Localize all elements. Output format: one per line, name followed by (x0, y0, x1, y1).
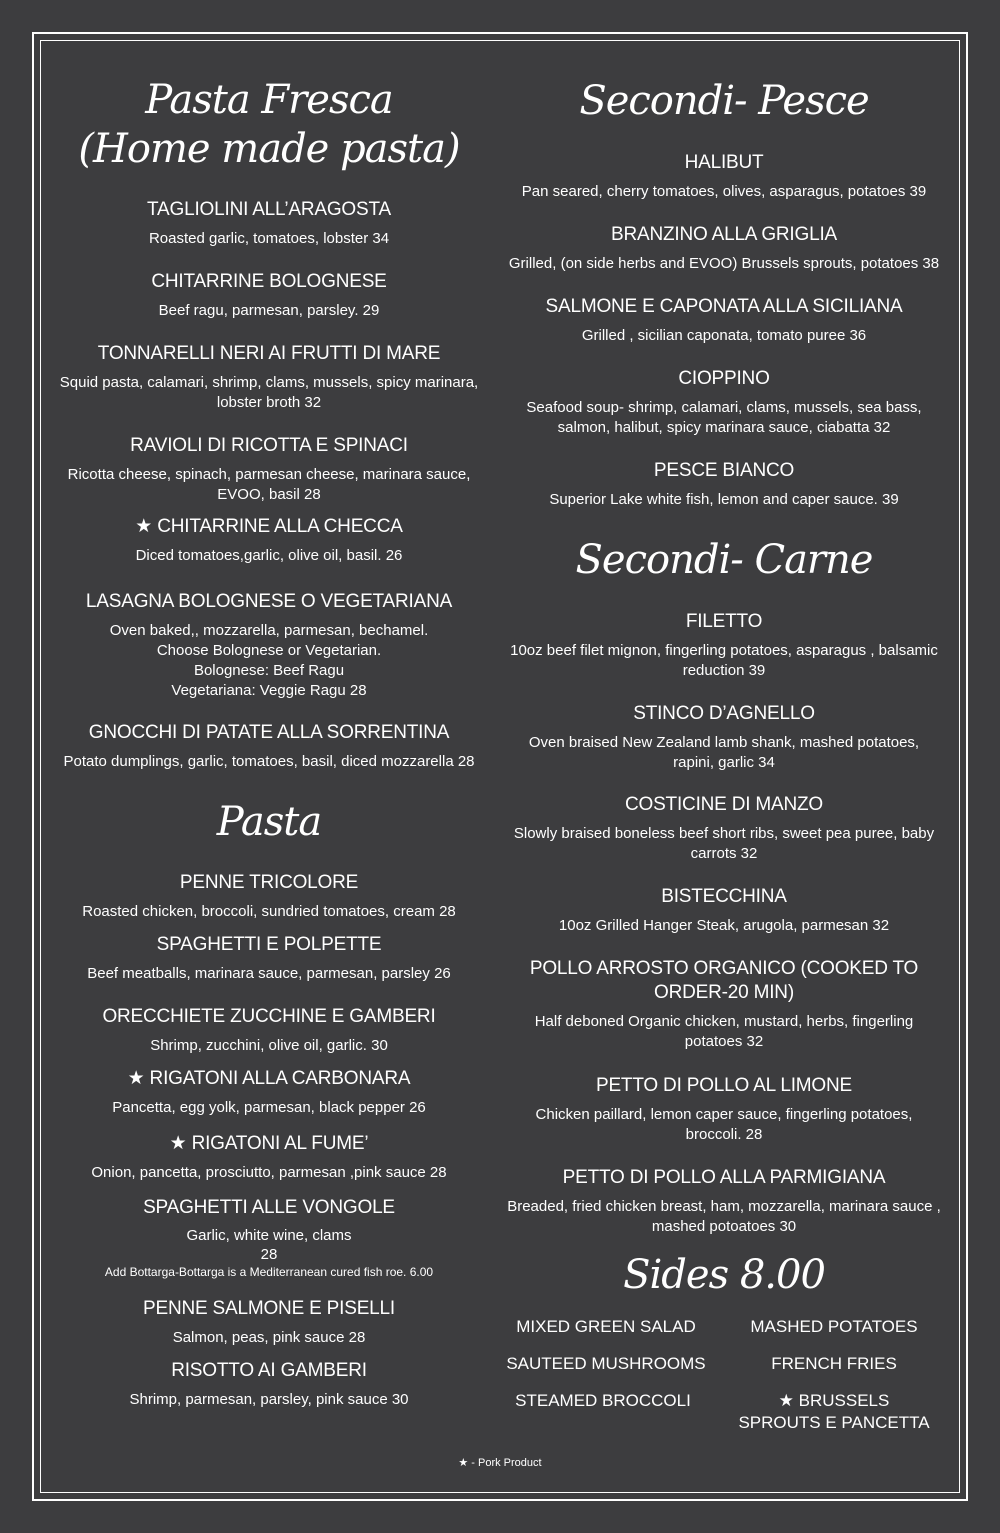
section-title-secondi-carne: Secondi- Carne (575, 537, 873, 583)
item-desc-line: carrots 32 (690, 845, 758, 862)
item-desc (503, 1012, 945, 1052)
item-desc-line: Ricotta cheese, spinach, parmesan cheese, marinara sauce, (67, 466, 471, 483)
menu-item (55, 198, 483, 249)
item-desc (503, 1105, 945, 1145)
item-name: PETTO DI POLLO ALLA PARMIGIANA (562, 1167, 886, 1188)
menu-item (503, 1074, 945, 1145)
side-item: MASHED POTATOES (750, 1317, 918, 1336)
menu-item (55, 871, 483, 922)
item-desc (55, 373, 483, 413)
pork-product-footnote: ★ - Pork Product (458, 1457, 542, 1469)
item-name: BRANZINO ALLA GRIGLIA (611, 224, 837, 245)
item-name: CHITARRINE BOLOGNESE (151, 271, 387, 292)
item-desc-line: Choose Bolognese or Vegetarian. (156, 642, 382, 659)
item-desc-line: broccoli. 28 (685, 1126, 763, 1143)
item-name: SALMONE E CAPONATA ALLA SICILIANA (545, 296, 903, 317)
item-desc: 10oz Grilled Hanger Steak, arugola, parmesan 32 (558, 917, 890, 934)
menu-item (55, 933, 483, 984)
menu-item (503, 610, 945, 681)
item-desc: Pan seared, cherry tomatoes, olives, asparagus, potatoes 39 (521, 183, 927, 200)
item-name: LASAGNA BOLOGNESE O VEGETARIANA (85, 591, 453, 612)
item-desc: Potato dumplings, garlic, tomatoes, basil, diced mozzarella 28 (63, 753, 475, 770)
item-desc-line: salmon, halibut, spicy marinara sauce, ciabatta 32 (557, 419, 891, 436)
item-name-line: ORDER-20 MIN) (654, 982, 794, 1003)
item-desc-line: EVOO, basil 28 (217, 486, 321, 503)
item-desc: Onion, pancetta, prosciutto, parmesan ,pink sauce 28 (91, 1164, 447, 1181)
menu-item (503, 885, 945, 936)
side-item (734, 1390, 934, 1434)
item-desc: Shrimp, zucchini, olive oil, garlic. 30 (150, 1037, 388, 1054)
item-name: TONNARELLI NERI AI FRUTTI DI MARE (97, 343, 441, 364)
item-name: PESCE BIANCO (653, 460, 795, 481)
menu-item (55, 1067, 483, 1118)
item-desc-line: Slowly braised boneless beef short ribs, sweet pea puree, baby (513, 825, 935, 842)
item-name-line: POLLO ARROSTO ORGANICO (COOKED TO (529, 958, 919, 979)
menu-item (503, 957, 945, 1052)
item-name: RISOTTO AI GAMBERI (171, 1360, 367, 1381)
menu-item (503, 367, 945, 438)
item-name: COSTICINE DI MANZO (624, 794, 823, 815)
menu-item (55, 721, 483, 772)
side-item: MIXED GREEN SALAD (516, 1317, 696, 1336)
item-desc: Grilled, (on side herbs and EVOO) Brussels sprouts, potatoes 38 (508, 255, 940, 272)
side-item-line: ★ BRUSSELS (778, 1391, 890, 1410)
menu-item (55, 342, 483, 413)
menu-item (503, 1166, 945, 1237)
item-desc (503, 1197, 945, 1237)
item-desc-line: Bolognese: Beef Ragu (193, 662, 345, 679)
item-desc: Diced tomatoes,garlic, olive oil, basil. 26 (135, 547, 403, 564)
item-desc-line: reduction 39 (682, 662, 766, 679)
section-title-pasta: Pasta (216, 799, 322, 845)
menu-item (55, 434, 483, 505)
item-desc: Shrimp, parmesan, parsley, pink sauce 30 (129, 1391, 409, 1408)
side-item: SAUTEED MUSHROOMS (506, 1354, 706, 1373)
menu-item (55, 515, 483, 566)
item-name: BISTECCHINA (661, 886, 787, 907)
menu-item (55, 1196, 483, 1280)
item-desc (55, 621, 483, 701)
item-name: RAVIOLI DI RICOTTA E SPINACI (130, 435, 408, 456)
item-name: ★ RIGATONI AL FUME’ (169, 1133, 369, 1154)
item-desc (503, 733, 945, 773)
item-name: SPAGHETTI ALLE VONGOLE (143, 1197, 395, 1218)
item-name: ★ RIGATONI ALLA CARBONARA (127, 1068, 411, 1089)
item-name: CIOPPINO (678, 368, 770, 389)
item-desc-line: potatoes 32 (684, 1033, 764, 1050)
item-name: FILETTO (685, 611, 763, 632)
menu-item (55, 1132, 483, 1183)
item-desc-line: Chicken paillard, lemon caper sauce, fingerling potatoes, (535, 1106, 913, 1123)
item-desc: Superior Lake white fish, lemon and caper sauce. 39 (549, 491, 899, 508)
section-title-sides: Sides 8.00 (623, 1252, 825, 1298)
item-name: STINCO D’AGNELLO (633, 703, 815, 724)
menu-item (55, 270, 483, 321)
section-subtitle-home-made-pasta: (Home made pasta) (78, 126, 460, 172)
item-desc-line: Squid pasta, calamari, shrimp, clams, mussels, spicy marinara, (59, 374, 479, 391)
item-name: ORECCHIETE ZUCCHINE E GAMBERI (102, 1006, 436, 1027)
item-name: PENNE SALMONE E PISELLI (143, 1298, 395, 1319)
menu-item (55, 590, 483, 701)
menu-item (55, 1005, 483, 1056)
item-desc-line: 10oz beef filet mignon, fingerling potatoes, asparagus , balsamic (510, 642, 938, 659)
section-title-secondi-pesce: Secondi- Pesce (579, 78, 869, 124)
item-desc-line: Half deboned Organic chicken, mustard, herbs, fingerling (534, 1013, 914, 1030)
item-name: TAGLIOLINI ALL’ARAGOSTA (147, 199, 391, 220)
item-desc: Beef ragu, parmesan, parsley. 29 (158, 302, 380, 319)
item-name: HALIBUT (684, 152, 764, 173)
item-desc-line: 28 (260, 1246, 278, 1263)
menu-item (503, 459, 945, 510)
menu-item (55, 1359, 483, 1410)
item-name: ★ CHITARRINE ALLA CHECCA (135, 516, 403, 537)
item-desc-line: Seafood soup- shrimp, calamari, clams, mussels, sea bass, (526, 399, 922, 416)
item-desc-line: Oven baked,, mozzarella, parmesan, bechamel. (109, 622, 429, 639)
item-desc: Pancetta, egg yolk, parmesan, black pepper 26 (112, 1099, 426, 1116)
item-desc: Salmon, peas, pink sauce 28 (172, 1329, 366, 1346)
item-name: SPAGHETTI E POLPETTE (156, 934, 382, 955)
item-desc (503, 641, 945, 681)
item-desc-line: lobster broth 32 (216, 394, 322, 411)
menu-item (503, 151, 945, 202)
item-desc (55, 1226, 483, 1264)
item-name: GNOCCHI DI PATATE ALLA SORRENTINA (88, 722, 450, 743)
side-item: STEAMED BROCCOLI (515, 1391, 691, 1410)
item-desc-line: Garlic, white wine, clams (186, 1227, 352, 1244)
item-note: Add Bottarga-Bottarga is a Mediterranean cured fish roe. 6.00 (104, 1265, 434, 1279)
item-desc: Roasted chicken, broccoli, sundried tomatoes, cream 28 (82, 903, 456, 920)
menu-item (503, 793, 945, 864)
item-name (503, 957, 945, 1005)
item-desc (503, 824, 945, 864)
menu-item (55, 1297, 483, 1348)
item-name: PENNE TRICOLORE (179, 872, 359, 893)
item-desc (503, 398, 945, 438)
side-item: FRENCH FRIES (771, 1354, 897, 1373)
item-desc-line: Vegetariana: Veggie Ragu 28 (171, 682, 367, 699)
item-desc: Roasted garlic, tomatoes, lobster 34 (148, 230, 390, 247)
section-title-pasta-fresca: Pasta Fresca (145, 77, 393, 123)
item-desc: Beef meatballs, marinara sauce, parmesan, parsley 26 (87, 965, 451, 982)
menu-item (503, 295, 945, 346)
menu-item (503, 702, 945, 773)
item-desc (55, 465, 483, 505)
item-desc-line: Breaded, fried chicken breast, ham, mozzarella, marinara sauce , (507, 1198, 941, 1215)
item-name: PETTO DI POLLO AL LIMONE (595, 1075, 852, 1096)
item-desc-line: mashed potoatoes 30 (651, 1218, 797, 1235)
item-desc-line: rapini, garlic 34 (673, 754, 775, 771)
item-desc-line: Oven braised New Zealand lamb shank, mashed potatoes, (528, 734, 920, 751)
side-item-line: SPROUTS E PANCETTA (738, 1413, 930, 1432)
menu-item (503, 223, 945, 274)
item-desc: Grilled , sicilian caponata, tomato puree 36 (581, 327, 867, 344)
